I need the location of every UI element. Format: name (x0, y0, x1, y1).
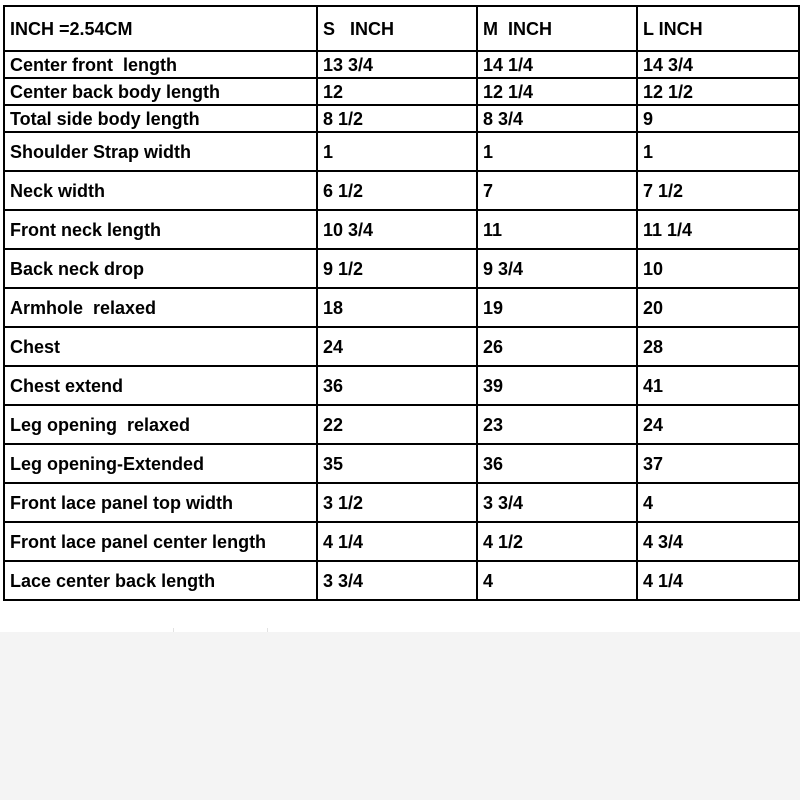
size-s-value[interactable]: 8 1/2 (317, 105, 477, 132)
size-s-value[interactable]: 6 1/2 (317, 171, 477, 210)
size-l-value[interactable]: 4 (637, 483, 799, 522)
size-l-value[interactable]: 41 (637, 366, 799, 405)
measurement-label[interactable]: Neck width (4, 171, 317, 210)
size-l-value[interactable]: 28 (637, 327, 799, 366)
size-m-value[interactable]: 39 (477, 366, 637, 405)
measurement-label[interactable]: Front lace panel top width (4, 483, 317, 522)
size-l-value[interactable]: 10 (637, 249, 799, 288)
table-row (4, 78, 799, 105)
measurement-label[interactable]: Total side body length (4, 105, 317, 132)
table-row (4, 483, 799, 522)
measurement-label[interactable]: Chest (4, 327, 317, 366)
measurement-label[interactable]: Center front length (4, 51, 317, 78)
size-m-value[interactable]: 3 3/4 (477, 483, 637, 522)
size-l-value[interactable]: 14 3/4 (637, 51, 799, 78)
table-row (4, 405, 799, 444)
size-chart-table (3, 5, 800, 601)
size-s-value[interactable]: 18 (317, 288, 477, 327)
table-row (4, 366, 799, 405)
size-m-value[interactable]: 19 (477, 288, 637, 327)
size-s-value[interactable]: 12 (317, 78, 477, 105)
measurement-label[interactable]: Shoulder Strap width (4, 132, 317, 171)
gridline (173, 628, 174, 632)
size-l-value[interactable]: 24 (637, 405, 799, 444)
size-l-value[interactable]: 37 (637, 444, 799, 483)
size-m-value[interactable]: 14 1/4 (477, 51, 637, 78)
size-s-header[interactable]: S INCH (317, 6, 477, 51)
size-l-value[interactable]: 11 1/4 (637, 210, 799, 249)
size-l-value[interactable]: 9 (637, 105, 799, 132)
table-row (4, 288, 799, 327)
measurement-label[interactable]: Front lace panel center length (4, 522, 317, 561)
size-s-value[interactable]: 13 3/4 (317, 51, 477, 78)
table-row (4, 561, 799, 600)
size-m-value[interactable]: 8 3/4 (477, 105, 637, 132)
measurement-label[interactable]: Leg opening-Extended (4, 444, 317, 483)
table-row (4, 522, 799, 561)
size-l-value[interactable]: 20 (637, 288, 799, 327)
size-m-value[interactable]: 23 (477, 405, 637, 444)
table-row (4, 51, 799, 78)
size-m-value[interactable]: 7 (477, 171, 637, 210)
table-row (4, 327, 799, 366)
table-header-row (4, 6, 799, 51)
size-s-value[interactable]: 3 3/4 (317, 561, 477, 600)
measurement-label[interactable]: Center back body length (4, 78, 317, 105)
size-s-value[interactable]: 24 (317, 327, 477, 366)
size-l-value[interactable]: 4 3/4 (637, 522, 799, 561)
size-l-value[interactable]: 1 (637, 132, 799, 171)
size-l-value[interactable]: 12 1/2 (637, 78, 799, 105)
size-m-value[interactable]: 4 1/2 (477, 522, 637, 561)
table-row (4, 105, 799, 132)
size-s-value[interactable]: 1 (317, 132, 477, 171)
size-l-header[interactable]: L INCH (637, 6, 799, 51)
size-m-value[interactable]: 36 (477, 444, 637, 483)
table-row (4, 171, 799, 210)
size-m-header[interactable]: M INCH (477, 6, 637, 51)
size-m-value[interactable]: 11 (477, 210, 637, 249)
table-row (4, 444, 799, 483)
size-m-value[interactable]: 12 1/4 (477, 78, 637, 105)
size-s-value[interactable]: 36 (317, 366, 477, 405)
size-m-value[interactable]: 26 (477, 327, 637, 366)
size-s-value[interactable]: 9 1/2 (317, 249, 477, 288)
size-s-value[interactable]: 3 1/2 (317, 483, 477, 522)
size-l-value[interactable]: 4 1/4 (637, 561, 799, 600)
size-m-value[interactable]: 9 3/4 (477, 249, 637, 288)
size-m-value[interactable]: 1 (477, 132, 637, 171)
unit-note-cell[interactable]: INCH =2.54CM (4, 6, 317, 51)
table-row (4, 249, 799, 288)
size-s-value[interactable]: 10 3/4 (317, 210, 477, 249)
size-m-value[interactable]: 4 (477, 561, 637, 600)
measurement-label[interactable]: Chest extend (4, 366, 317, 405)
measurement-label[interactable]: Leg opening relaxed (4, 405, 317, 444)
gridline (267, 628, 268, 632)
table-row (4, 132, 799, 171)
measurement-label[interactable]: Armhole relaxed (4, 288, 317, 327)
measurement-label[interactable]: Front neck length (4, 210, 317, 249)
size-l-value[interactable]: 7 1/2 (637, 171, 799, 210)
size-s-value[interactable]: 4 1/4 (317, 522, 477, 561)
measurement-label[interactable]: Back neck drop (4, 249, 317, 288)
table-row (4, 210, 799, 249)
size-s-value[interactable]: 35 (317, 444, 477, 483)
size-s-value[interactable]: 22 (317, 405, 477, 444)
measurement-label[interactable]: Lace center back length (4, 561, 317, 600)
